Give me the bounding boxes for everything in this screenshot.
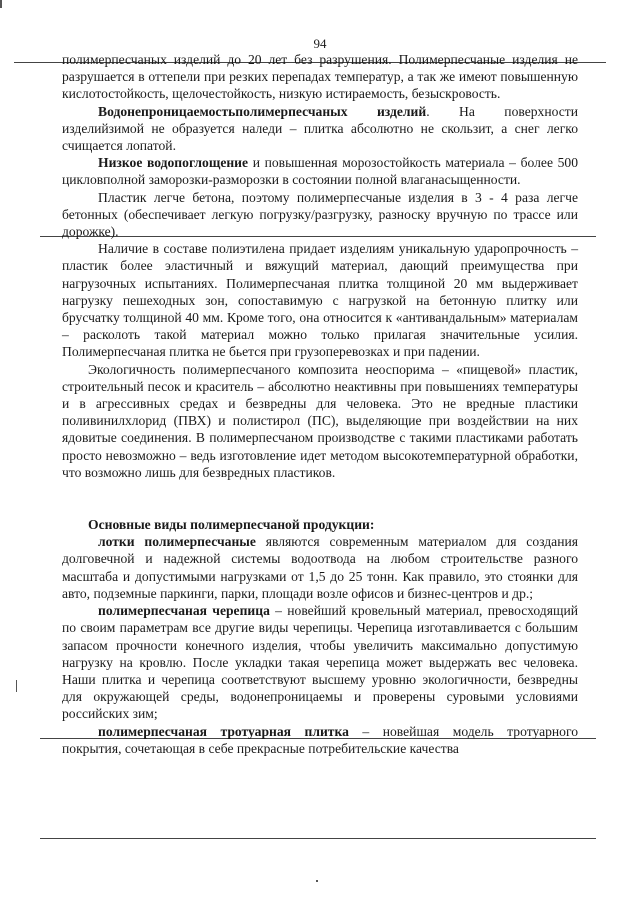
paragraph-5: Наличие в составе полиэтилена придает изделиям уникальную ударопрочность – пластик более эластичный и вяжущий материал, дающий преимущества при нагрузочных испытаниях. Полимерпесчаная плитка толщиной 20 мм выдерживает нагрузку пешеходных зон, сопоставимую с нагрузкой на бетонную плитку или брусчатку толщиной 40 мм. Кроме того, она относится к «антивандальным» материалам – расколоть такой материал можно только прилагая значительные усилия. Полимерпесчаная плитка не бьется при грузоперевозках и при падении. <box>62 241 578 360</box>
section-heading: Основные виды полимерпесчаной продукции: <box>88 517 375 533</box>
paragraph-6: Экологичность полимерпесчаного композита неоспорима – «пищевой» пластик, строительный песок и краситель – абсолютно неактивны при повышениях температуры и в агрессивных средах и безвредны для человека. Это не вредные пластики поливинилхлорид (ПВХ) и полистирол (ПС), выделяющие при воздействии на них ядовитые соединения. В полимерпесчаном производстве с такими пластиками работать просто невозможно – ведь изготовление идет методом высокотемпературной обработки, что возможно лишь для безвредных пластиков. <box>62 361 578 480</box>
product-item-1: лотки полимерпесчаные являются современным материалом для создания долговечной и надежной системы водоотвода на любом строительстве разного масштаба и допустимыми нагрузками от 1,5 до 25 тонн. Как правило, это стоянки для авто, подземные паркинги, парки, площади возле офисов и бизнес-центров и др.; <box>62 534 579 601</box>
scan-dot <box>316 880 318 882</box>
product-item-3-lead: полимерпесчаная тротуарная плитка <box>98 723 349 739</box>
product-item-1-lead: лотки полимерпесчаные <box>98 534 256 550</box>
product-item-2: полимерпесчаная черепица – новейший кровельный материал, превосходящий по своим параметрам все другие виды черепицы. Черепица изготавливается с большим запасом прочности конечного изделия, чтобы увеличить максимально допустимую нагрузку на кровлю. После укладки такая черепица может выдержать вес человека. Наши плитка и черепица соответствуют высшему уровню экологичности, безвредны для окружающей среды, водонепроницаемы и проверены суровыми условиями российских зим; <box>62 603 578 722</box>
paragraph-1: полимерпесчаных изделий до 20 лет без разрушения. Полимерпесчаные изделия не разрушается в оттепели при резких перепадах температур, а так же имеют повышенную кислотостойкость, щелочестойкость, низкую истираемость, безыскровость. <box>62 52 578 102</box>
product-item-3: полимерпесчаная тротуарная плитка – новейшая модель тротуарного покрытия, сочетающая в себе прекрасные потребительские качества <box>62 723 579 756</box>
paragraph-2-lead: Водонепроницаемостьполимерпесчаных изделий <box>98 103 427 119</box>
section-gap <box>62 481 578 516</box>
page-number: 94 <box>313 36 327 51</box>
paragraph-3-lead: Низкое водопоглощение <box>98 155 249 171</box>
paragraph-3: Низкое водопоглощение и повышенная морозостойкость материала – более 500 цикловполной заморозки-разморозки в состоянии полной влаганасыщенности. <box>62 155 579 188</box>
scan-rule-bottom <box>40 838 596 839</box>
product-item-2-lead: полимерпесчаная черепица <box>98 603 270 619</box>
scan-margin-mark <box>16 680 17 692</box>
scan-corner-mark <box>0 0 2 8</box>
text-body <box>62 51 578 757</box>
paragraph-2: Водонепроницаемостьполимерпесчаных изделий. На поверхности изделийзимой не образуется наледи – плитка абсолютно не скользит, а снег легко счищается лопатой. <box>62 103 578 154</box>
paragraph-4: Пластик легче бетона, поэтому полимерпесчаные изделия в 3 - 4 раза легче бетонных (обеспечивает легкую погрузку/разгрузку, разноску вручную по трассе или дорожке). <box>62 189 578 240</box>
